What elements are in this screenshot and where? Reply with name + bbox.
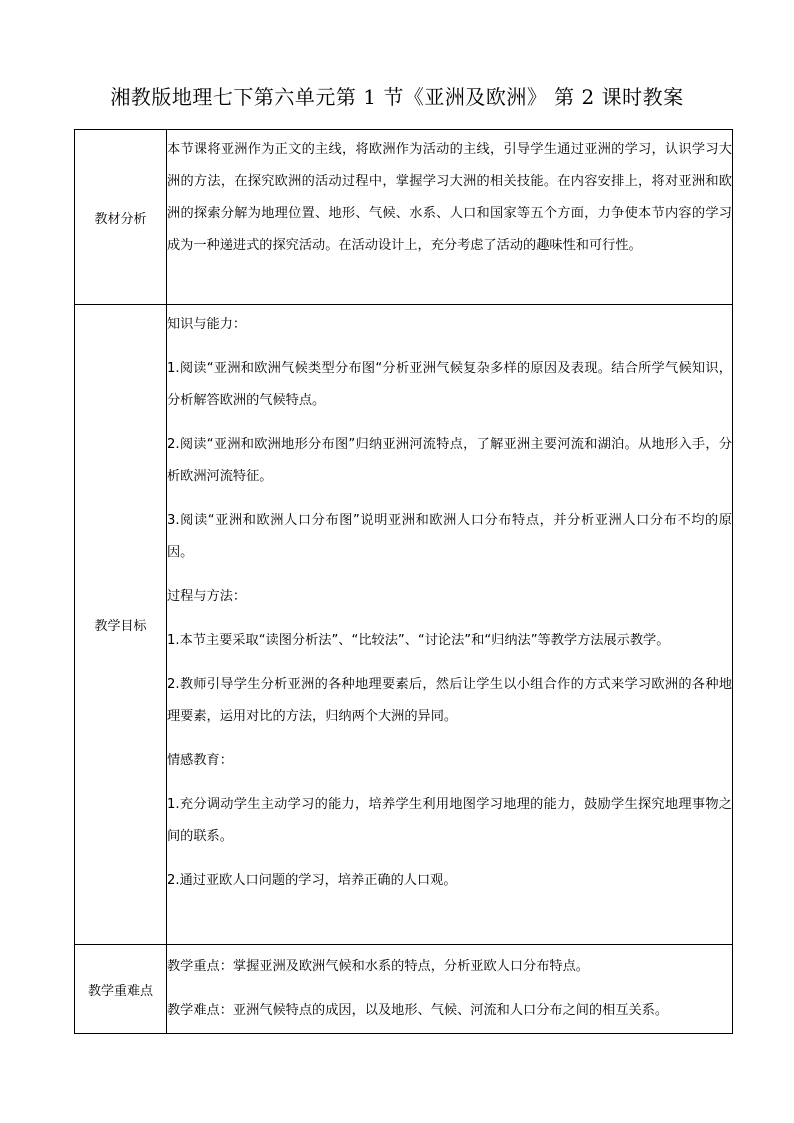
emotion-heading: 情感教育：: [167, 753, 233, 768]
teaching-focus: 教学重点：掌握亚洲及欧洲气候和水系的特点，分析亚欧人口分布特点。: [167, 959, 589, 974]
row-label-analysis: 教材分析: [75, 130, 167, 305]
row-label-key-points: 教学重难点: [75, 945, 167, 1034]
table-row-key-points: [75, 945, 733, 1034]
key-points-content: [167, 945, 733, 1034]
row-label-goals: 教学目标: [75, 305, 167, 945]
document-title: 湘教版地理七下第六单元第 1 节《亚洲及欧洲》 第 2 课时教案: [110, 85, 684, 109]
goals-content: [167, 305, 733, 945]
emotion-item: 2.通过亚欧人口问题的学习，培养正确的人口观。: [167, 873, 457, 888]
knowledge-item: 3.阅读“亚洲和欧洲人口分布图”说明亚洲和欧洲人口分布特点，并分析亚洲人口分布不均的原因。: [167, 513, 732, 560]
knowledge-item: 1.阅读“亚洲和欧洲气候类型分布图“分析亚洲气候复杂多样的原因及表现。结合所学气候知识，分析解答欧洲的气候特点。: [167, 361, 732, 408]
table-row-analysis: [75, 130, 733, 305]
process-item: 2.教师引导学生分析亚洲的各种地理要素后，然后让学生以小组合作的方式来学习欧洲的各种地理要素，运用对比的方法，归纳两个大洲的异同。: [167, 677, 732, 724]
lesson-plan-table: [74, 129, 733, 1034]
analysis-text: 本节课将亚洲作为正文的主线，将欧洲作为活动的主线，引导学生通过亚洲的学习，认识学习大洲的方法，在探究欧洲的活动过程中，掌握学习大洲的相关技能。在内容安排上，将对亚洲和欧洲的探索分解为地理位置、地形、气候、水系、人口和国家等五个方面，力争使本节内容的学习成为一种递进式的探究活动。在活动设计上，充分考虑了活动的趣味性和可行性。: [167, 142, 732, 253]
knowledge-item: 2.阅读“亚洲和欧洲地形分布图”归纳亚洲河流特点，了解亚洲主要河流和湖泊。从地形入手，分析欧洲河流特征。: [167, 437, 732, 484]
teaching-difficulty: 教学难点：亚洲气候特点的成因，以及地形、气候、河流和人口分布之间的相互关系。: [167, 1003, 669, 1018]
emotion-item: 1.充分调动学生主动学习的能力，培养学生利用地图学习地理的能力，鼓励学生探究地理事物之间的联系。: [167, 797, 732, 844]
analysis-content: [167, 130, 733, 305]
process-heading: 过程与方法：: [167, 589, 247, 604]
table-row-goals: [75, 305, 733, 945]
knowledge-heading: 知识与能力：: [167, 317, 247, 332]
process-item: 1.本节主要采取“读图分析法”、“比较法”、“讨论法”和“归纳法”等教学方法展示教学。: [167, 633, 670, 648]
